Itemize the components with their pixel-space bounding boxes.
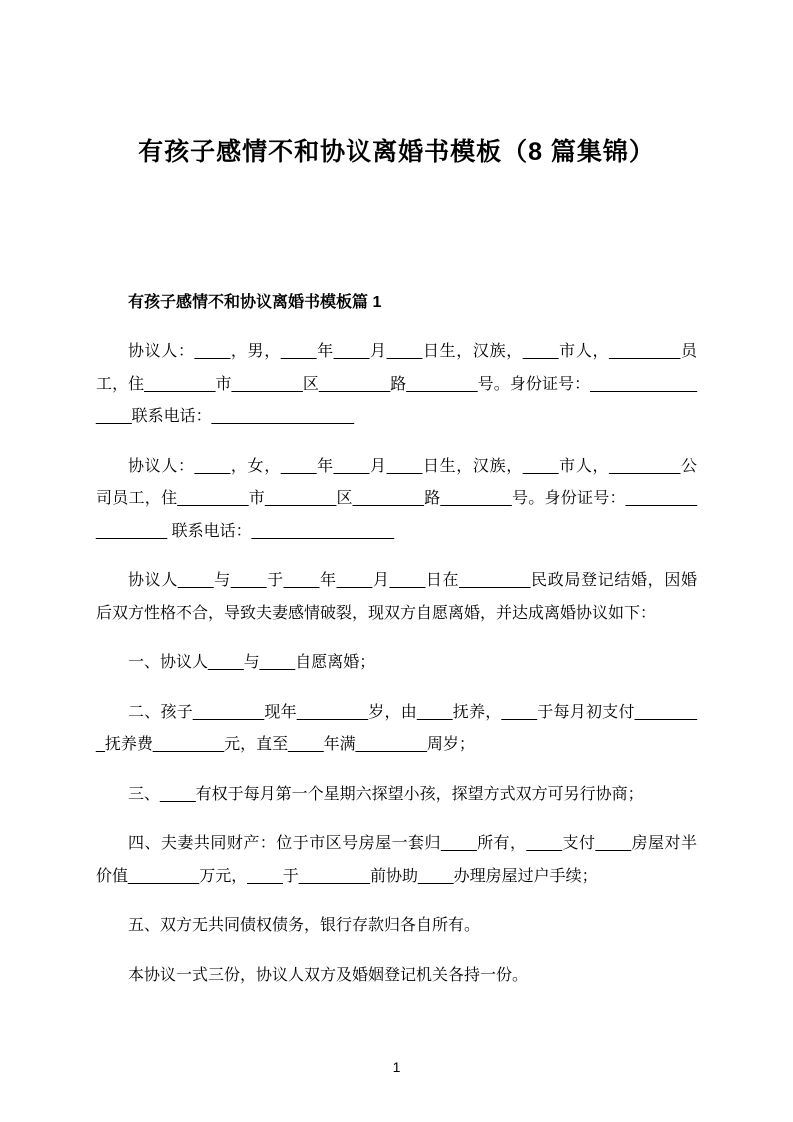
document-title: 有孩子感情不和协议离婚书模板（8 篇集锦） xyxy=(138,138,655,166)
paragraph-clause-4: 四、夫妻共同财产：位于市区号房屋一套归____所有，____支付____房屋对半价值________万元，____于________前协助____办理房屋过户手续； xyxy=(96,835,697,885)
section-title: 有孩子感情不和协议离婚书模板篇 1 xyxy=(128,294,382,311)
paragraph-copies: 本协议一式三份，协议人双方及婚姻登记机关各持一份。 xyxy=(128,966,529,984)
paragraph-clause-3: 三、____有权于每月第一个星期六探望小孩，探望方式双方可另行协商； xyxy=(128,785,644,803)
paragraph-clause-5: 五、双方无共同债权债务，银行存款归各自所有。 xyxy=(128,917,481,934)
document-body xyxy=(96,336,697,992)
page-number: 1 xyxy=(392,1059,401,1075)
paragraph-clause-1: 一、协议人____与____自愿离婚； xyxy=(128,654,376,671)
paragraph-party-male: 协议人：____，男，____年____月____日生，汉族，____市人，________员工，住________市________区________路________号。身份证号：________________联系电话：________________ xyxy=(96,343,697,425)
paragraph-marriage-intro: 协议人____与____于____年____月____日在________民政局登记结婚，因婚后双方性格不合，导致夫妻感情破裂，现双方自愿离婚，并达成离婚协议如下： xyxy=(96,572,697,622)
paragraph-clause-2: 二、孩子________现年________岁，由____抚养，____于每月初支付________抚养费________元，直至____年满________周岁； xyxy=(96,703,697,753)
paragraph-party-female: 协议人：____，女，____年____月____日生，汉族，____市人，________公司员工，住________市________区________路________号。身份证号：________________ 联系电话：________________ xyxy=(96,457,697,540)
